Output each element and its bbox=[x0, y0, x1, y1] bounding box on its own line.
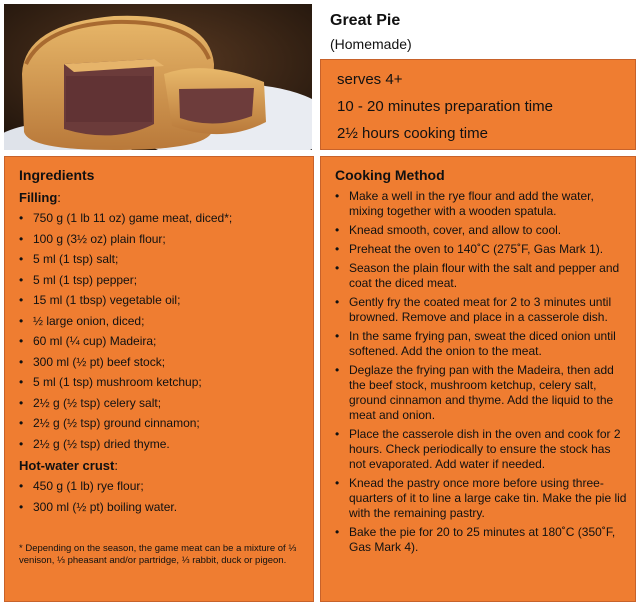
method-step: • Preheat the oven to 140˚C (275˚F, Gas Mark 1). bbox=[335, 242, 627, 257]
ingredient-item: • 15 ml (1 tbsp) vegetable oil; bbox=[19, 290, 307, 311]
method-heading: Cooking Method bbox=[335, 167, 445, 183]
recipe-title: Great Pie bbox=[330, 12, 401, 29]
ingredient-item: • 5 ml (1 tsp) mushroom ketchup; bbox=[19, 372, 307, 393]
serves-text: serves 4+ bbox=[337, 71, 403, 88]
ingredient-item: • 300 ml (½ pt) boiling water. bbox=[19, 497, 307, 518]
ingredient-item: • 300 ml (½ pt) beef stock; bbox=[19, 352, 307, 373]
ingredient-item: • 5 ml (1 tsp) salt; bbox=[19, 249, 307, 270]
method-step: • Make a well in the rye flour and add the water, mixing together with a wooden spatula. bbox=[335, 189, 627, 219]
method-step: • Gently fry the coated meat for 2 to 3 minutes until browned. Remove and place in a casserole dish. bbox=[335, 295, 627, 325]
crust-label: Hot-water crust bbox=[19, 458, 115, 473]
ingredient-item: • 2½ g (½ tsp) ground cinnamon; bbox=[19, 413, 307, 434]
ingredient-item: • 750 g (1 lb 11 oz) game meat, diced*; bbox=[19, 208, 307, 229]
recipe-info-box bbox=[320, 59, 636, 150]
ingredient-item: • ½ large onion, diced; bbox=[19, 311, 307, 332]
ingredient-item: • 450 g (1 lb) rye flour; bbox=[19, 476, 307, 497]
method-step: • Bake the pie for 20 to 25 minutes at 180˚C (350˚F, Gas Mark 4). bbox=[335, 525, 627, 555]
ingredient-item: • 60 ml (¼ cup) Madeira; bbox=[19, 331, 307, 352]
ingredient-item: • 2½ g (½ tsp) celery salt; bbox=[19, 393, 307, 414]
pie-photo bbox=[4, 4, 312, 150]
method-step: • Deglaze the frying pan with the Madeira, then add the beef stock, mushroom ketchup, celery salt, ground cinnamon and thyme. Add the liquid to the meat and onion. bbox=[335, 363, 627, 423]
prep-time-text: 10 - 20 minutes preparation time bbox=[337, 98, 553, 115]
cook-time-text: 2½ hours cooking time bbox=[337, 125, 488, 142]
ingredient-item: • 100 g (3½ oz) plain flour; bbox=[19, 229, 307, 250]
footnote: * Depending on the season, the game meat can be a mixture of ⅓ venison, ⅓ pheasant and/or partridge, ⅓ rabbit, duck or pigeon. bbox=[19, 543, 297, 566]
method-panel bbox=[320, 156, 636, 602]
method-step: • Knead smooth, cover, and allow to cool. bbox=[335, 223, 627, 238]
ingredient-item: • 2½ g (½ tsp) dried thyme. bbox=[19, 434, 307, 455]
method-step: • Place the casserole dish in the oven and cook for 2 hours. Check periodically to ensure the stock has not evaporated. Add water if needed. bbox=[335, 427, 627, 472]
filling-subheading: Filling: bbox=[19, 190, 61, 205]
method-step: • Knead the pastry once more before using three-quarters of it to line a large cake tin. Make the pie lid with the remaining pastry. bbox=[335, 476, 627, 521]
filling-list bbox=[19, 208, 307, 454]
title-block bbox=[330, 10, 630, 54]
crust-subheading: Hot-water crust: bbox=[19, 458, 118, 473]
crust-list bbox=[19, 476, 307, 517]
ingredient-item: • 5 ml (1 tsp) pepper; bbox=[19, 270, 307, 291]
method-step: • In the same frying pan, sweat the diced onion until softened. Add the onion to the meat. bbox=[335, 329, 627, 359]
ingredients-panel bbox=[4, 156, 314, 602]
method-steps-list bbox=[335, 189, 627, 555]
filling-label: Filling bbox=[19, 190, 58, 205]
recipe-subtitle: (Homemade) bbox=[330, 36, 412, 52]
method-step: • Season the plain flour with the salt and pepper and coat the diced meat. bbox=[335, 261, 627, 291]
ingredients-heading: Ingredients bbox=[19, 167, 95, 183]
